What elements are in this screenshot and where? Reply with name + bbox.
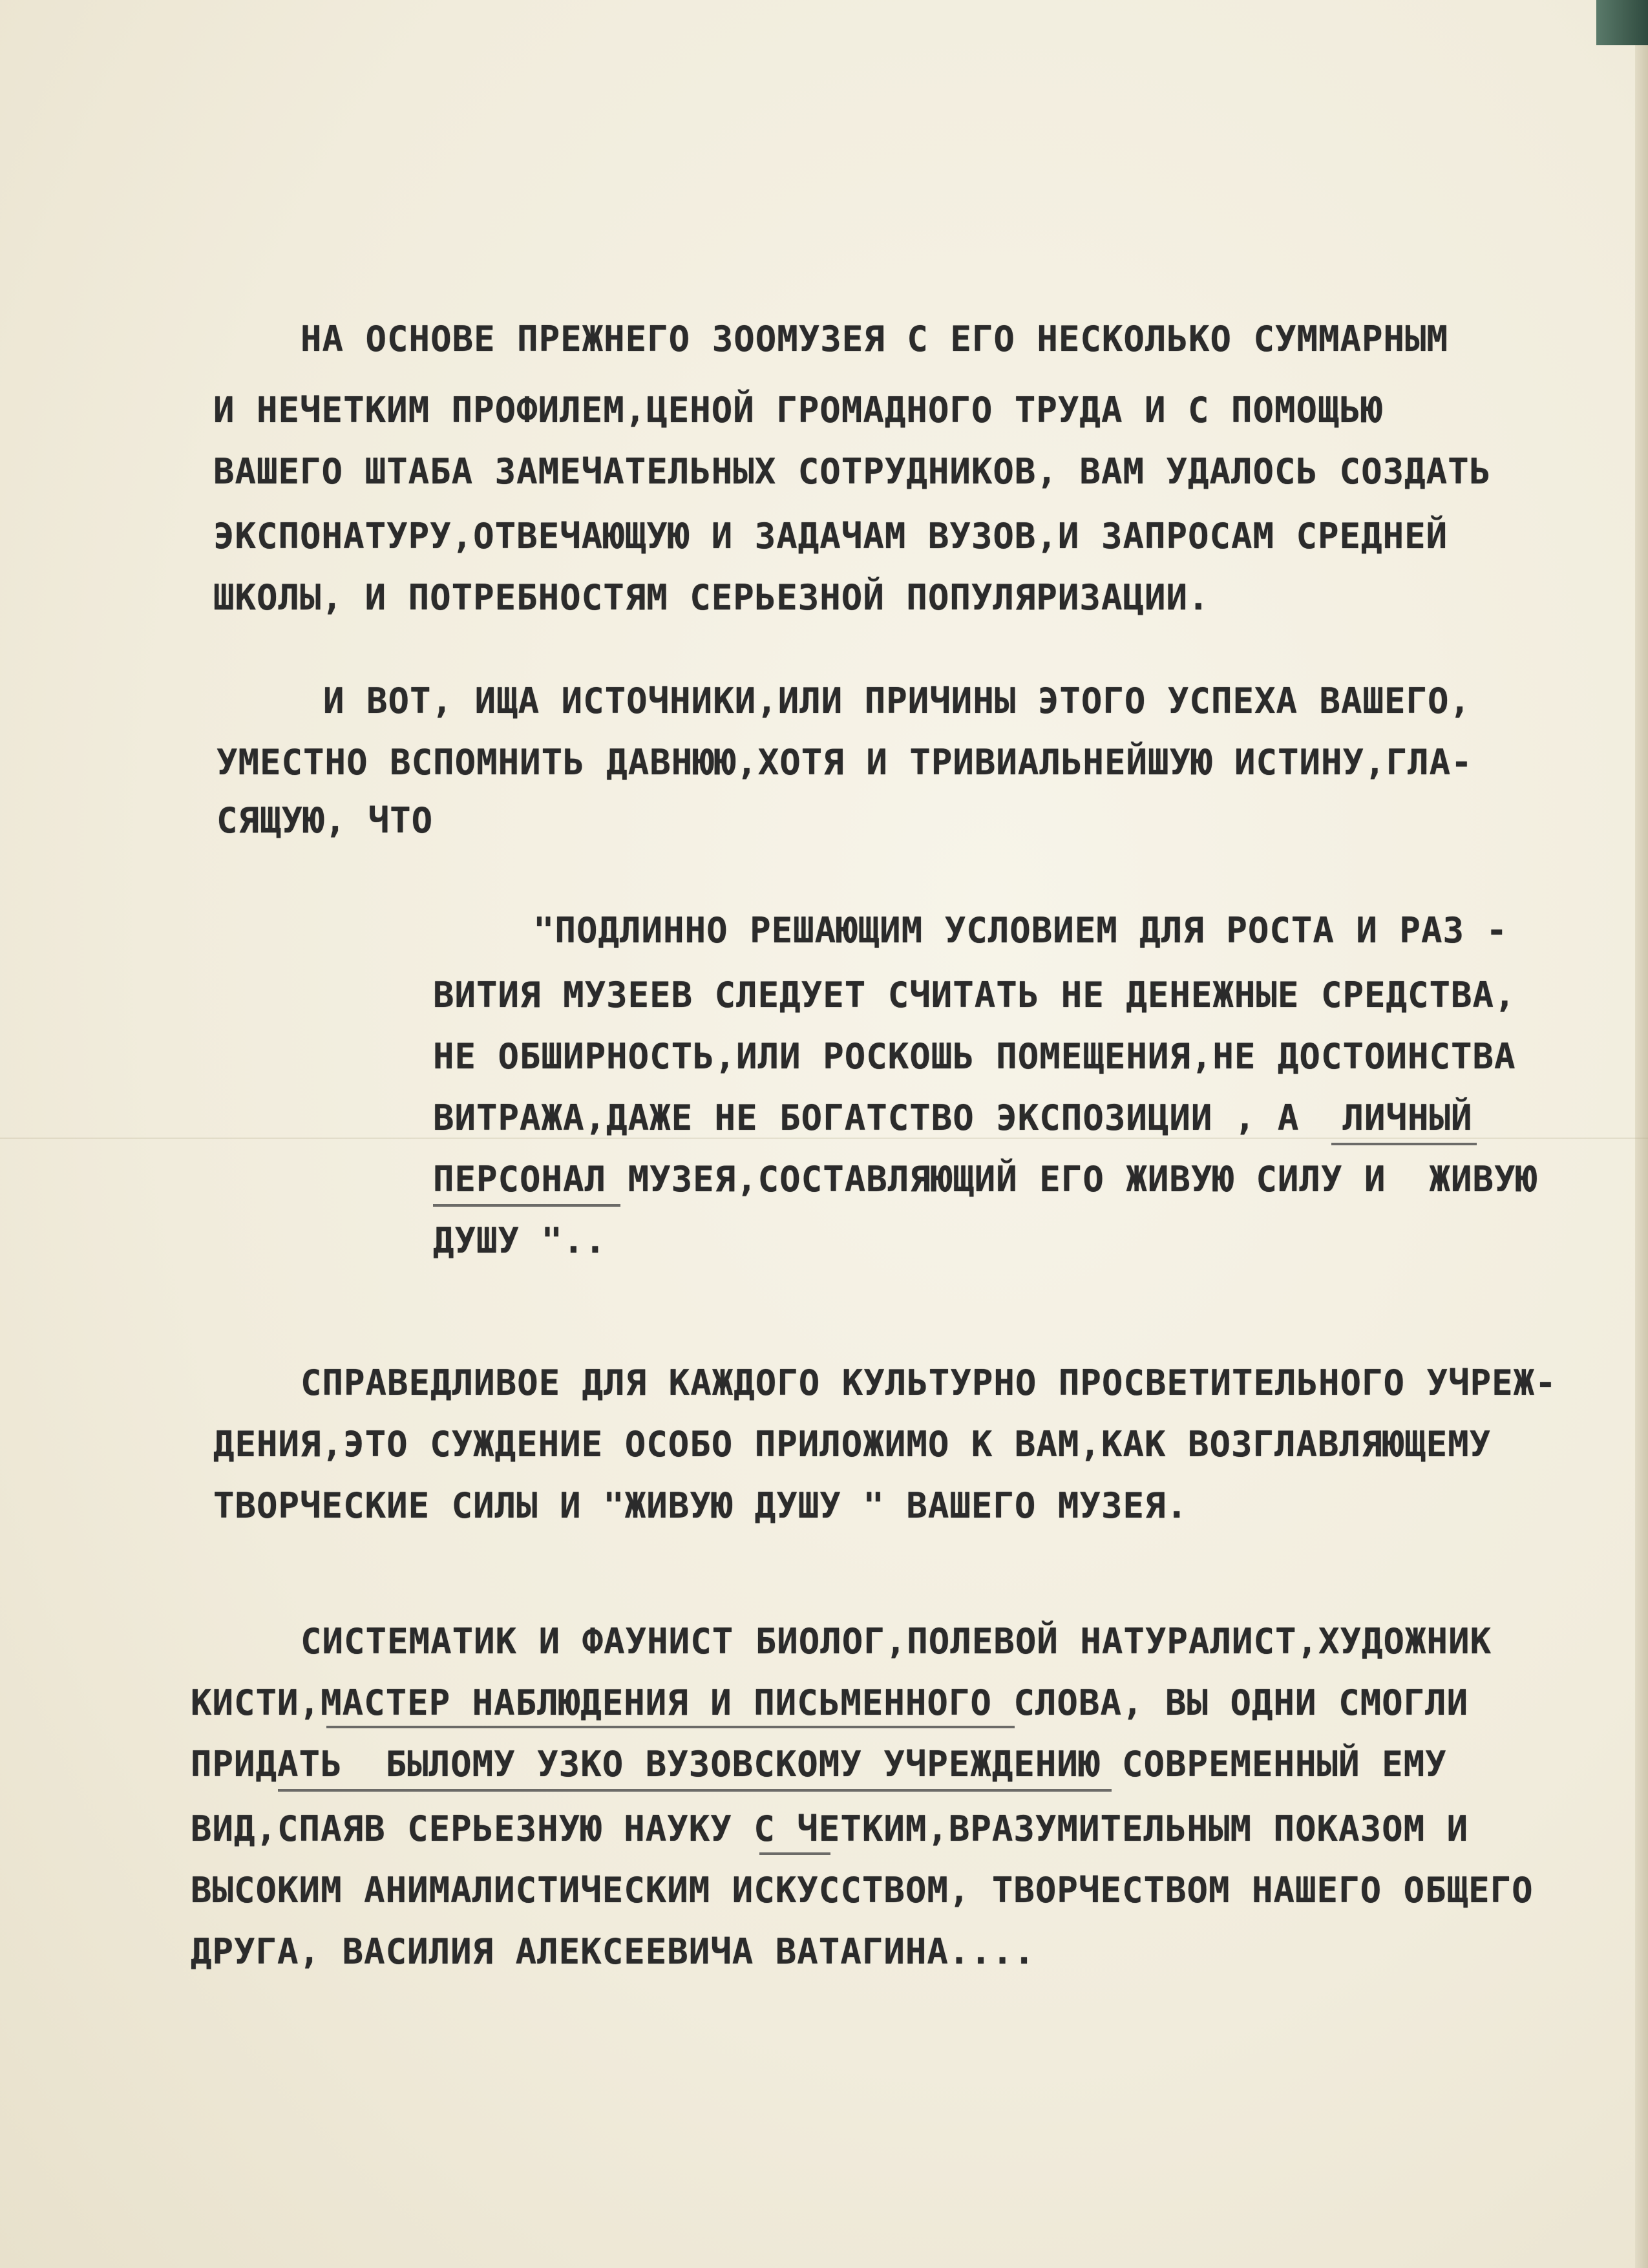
text-line: ДЕНИЯ,ЭТО СУЖДЕНИЕ ОСОБО ПРИЛОЖИМО К ВАМ,КАК ВОЗГЛАВЛЯЮЩЕМУ [213, 1424, 1492, 1465]
underline [433, 1204, 620, 1207]
underline [278, 1789, 1112, 1792]
text-line: ЭКСПОНАТУРУ,ОТВЕЧАЮЩУЮ И ЗАДАЧАМ ВУЗОВ,И ЗАПРОСАМ СРЕДНЕЙ [213, 516, 1448, 556]
text-line: И ВОТ, ИЩА ИСТОЧНИКИ,ИЛИ ПРИЧИНЫ ЭТОГО УСПЕХА ВАШЕГО, [323, 681, 1472, 721]
text-line: ВИД,СПАЯВ СЕРЬЕЗНУЮ НАУКУ С ЧЕТКИМ,ВРАЗУМИТЕЛЬНЫМ ПОКАЗОМ И [191, 1808, 1469, 1849]
underline [1331, 1143, 1477, 1145]
text-line: ВАШЕГО ШТАБА ЗАМЕЧАТЕЛЬНЫХ СОТРУДНИКОВ, ВАМ УДАЛОСЬ СОЗДАТЬ [213, 451, 1492, 492]
text-line: СИСТЕМАТИК И ФАУНИСТ БИОЛОГ,ПОЛЕВОЙ НАТУРАЛИСТ,ХУДОЖНИК [301, 1621, 1492, 1662]
text-line: УМЕСТНО ВСПОМНИТЬ ДАВНЮЮ,ХОТЯ И ТРИВИАЛЬНЕЙШУЮ ИСТИНУ,ГЛА- [217, 742, 1473, 783]
text-line: НА ОСНОВЕ ПРЕЖНЕГО ЗООМУЗЕЯ С ЕГО НЕСКОЛЬКО СУММАРНЫМ [301, 319, 1449, 359]
text-line: ДРУГА, ВАСИЛИЯ АЛЕКСЕЕВИЧА ВАТАГИНА.... [191, 1931, 1035, 1972]
text-line: СЯЩУЮ, ЧТО [217, 800, 434, 841]
scan-edge-right [1635, 45, 1648, 2268]
text-line: ШКОЛЫ, И ПОТРЕБНОСТЯМ СЕРЬЕЗНОЙ ПОПУЛЯРИЗАЦИИ. [213, 577, 1210, 618]
text-line: ТВОРЧЕСКИЕ СИЛЫ И "ЖИВУЮ ДУШУ " ВАШЕГО МУЗЕЯ. [213, 1485, 1188, 1526]
quote-line: НЕ ОБШИРНОСТЬ,ИЛИ РОСКОШЬ ПОМЕЩЕНИЯ,НЕ ДОСТОИНСТВА [433, 1036, 1516, 1077]
scan-edge-top [1596, 0, 1648, 45]
quote-line: ПЕРСОНАЛ МУЗЕЯ,СОСТАВЛЯЮЩИЙ ЕГО ЖИВУЮ СИЛУ И ЖИВУЮ [433, 1159, 1538, 1200]
underline [326, 1726, 1015, 1728]
text-line: КИСТИ,МАСТЕР НАБЛЮДЕНИЯ И ПИСЬМЕННОГО СЛОВА, ВЫ ОДНИ СМОГЛИ [191, 1682, 1469, 1723]
text-line: СПРАВЕДЛИВОЕ ДЛЯ КАЖДОГО КУЛЬТУРНО ПРОСВЕТИТЕЛЬНОГО УЧРЕЖ- [301, 1362, 1557, 1403]
text-line: И НЕЧЕТКИМ ПРОФИЛЕМ,ЦЕНОЙ ГРОМАДНОГО ТРУДА И С ПОМОЩЬЮ [213, 390, 1383, 430]
quote-line: ВИТИЯ МУЗЕЕВ СЛЕДУЕТ СЧИТАТЬ НЕ ДЕНЕЖНЫЕ СРЕДСТВА, [433, 975, 1516, 1015]
text-line: ПРИДАТЬ БЫЛОМУ УЗКО ВУЗОВСКОМУ УЧРЕЖДЕНИЮ СОВРЕМЕННЫЙ ЕМУ [191, 1744, 1447, 1785]
quote-line: ДУШУ ".. [433, 1220, 607, 1261]
quote-line: ВИТРАЖА,ДАЖЕ НЕ БОГАТСТВО ЭКСПОЗИЦИИ , А ЛИЧНЫЙ [433, 1097, 1473, 1138]
quote-line: "ПОДЛИННО РЕШАЮЩИМ УСЛОВИЕМ ДЛЯ РОСТА И РАЗ - [533, 910, 1508, 951]
underline [759, 1852, 830, 1855]
text-line: ВЫСОКИМ АНИМАЛИСТИЧЕСКИМ ИСКУССТВОМ, ТВОРЧЕСТВОМ НАШЕГО ОБЩЕГО [191, 1870, 1534, 1911]
